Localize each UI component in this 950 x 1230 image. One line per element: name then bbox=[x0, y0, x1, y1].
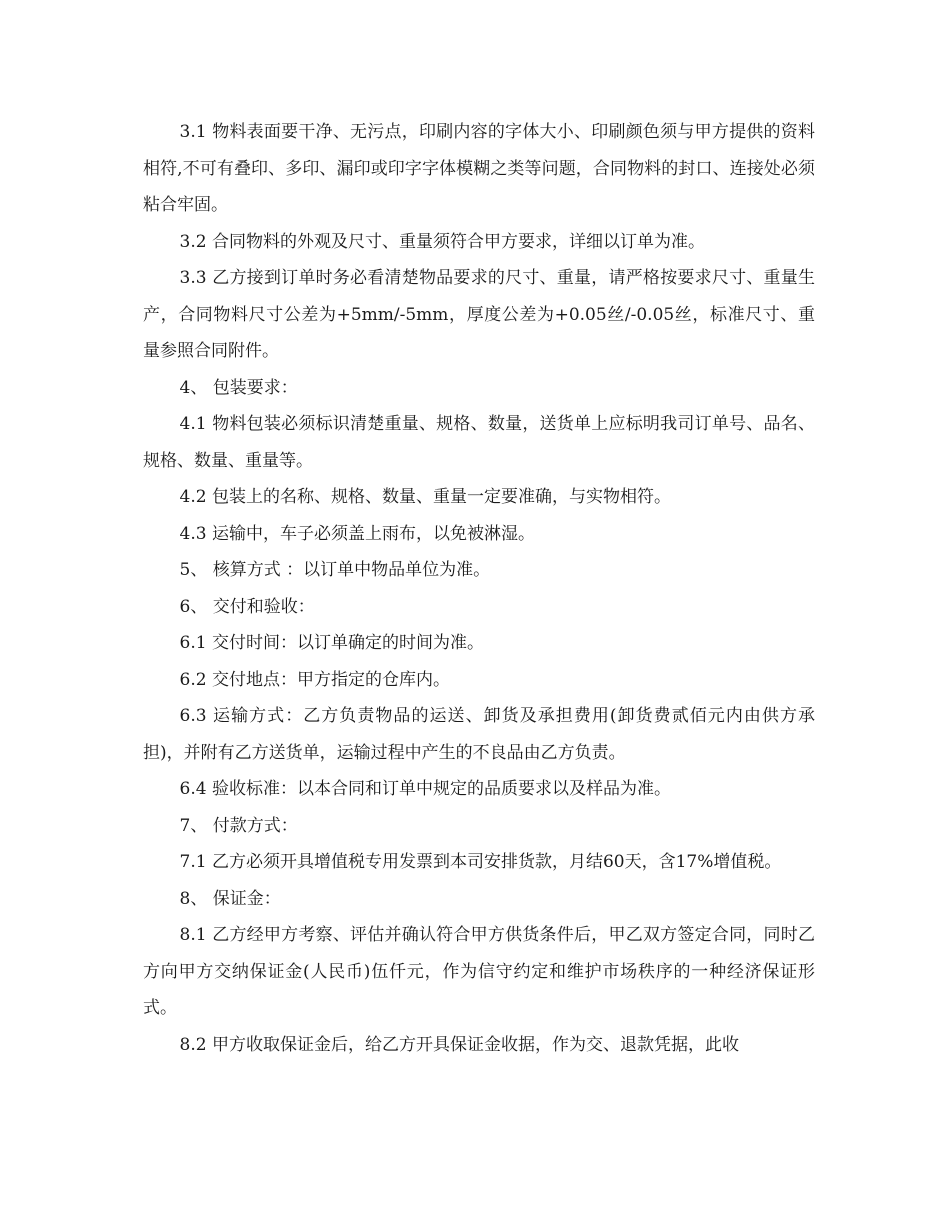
section-heading-4: 4、 包装要求： bbox=[179, 377, 298, 398]
paragraph-6-3: 6.3 运输方式：乙方负责物品的运送、卸货及承担费用(卸货费贰佰元内由供方承担)，并附有乙方送货单，运输过程中产生的不良品由乙方负责。 bbox=[143, 706, 815, 763]
paragraph-6-4: 6.4 验收标准：以本合同和订单中规定的品质要求以及样品为准。 bbox=[179, 779, 671, 799]
paragraph-3-3: 3.3 乙方接到订单时务必看清楚物品要求的尺寸、重量，请严格按要求尺寸、重量生产，合同物料尺寸公差为+5mm/-5mm，厚度公差为+0.05丝/-0.05丝，标准尺寸、重量参照合同附件。 bbox=[143, 268, 815, 361]
paragraph-3-2: 3.2 合同物料的外观及尺寸、重量须符合甲方要求，详细以订单为准。 bbox=[179, 231, 705, 252]
paragraph-3-1: 3.1 物料表面要干净、无污点，印刷内容的字体大小、印刷颜色须与甲方提供的资料相符,不可有叠印、多印、漏印或印字字体模糊之类等问题，合同物料的封口、连接处必须粘合牢固。 bbox=[143, 122, 815, 215]
section-heading-5: 5、 核算方式 ：以订单中物品单位为准。 bbox=[179, 560, 491, 580]
paragraph-4-2: 4.2 包装上的名称、规格、数量、重量一定要准确，与实物相符。 bbox=[179, 487, 671, 507]
section-heading-8: 8、 保证金： bbox=[179, 888, 281, 909]
document-body bbox=[143, 114, 815, 1063]
paragraph-4-1: 4.1 物料包装必须标识清楚重量、规格、数量，送货单上应标明我司订单号、品名、规格、数量、重量等。 bbox=[143, 414, 815, 471]
paragraph-8-2: 8.2 甲方收取保证金后，给乙方开具保证金收据，作为交、退款凭据，此收 bbox=[179, 1034, 739, 1055]
paragraph-8-1: 8.1 乙方经甲方考察、评估并确认符合甲方供货条件后，甲乙双方签定合同，同时乙方向甲方交纳保证金(人民币)伍仟元，作为信守约定和维护市场秩序的一种经济保证形式。 bbox=[143, 925, 815, 1018]
paragraph-6-1: 6.1 交付时间：以订单确定的时间为准。 bbox=[179, 633, 484, 653]
paragraph-6-2: 6.2 交付地点：甲方指定的仓库内。 bbox=[179, 669, 450, 690]
paragraph-7-1: 7.1 乙方必须开具增值税专用发票到本司安排货款，月结60天，含17%增值税。 bbox=[179, 852, 782, 872]
paragraph-4-3: 4.3 运输中，车子必须盖上雨布，以免被淋湿。 bbox=[179, 523, 535, 544]
section-heading-7: 7、 付款方式： bbox=[179, 815, 298, 836]
section-heading-6: 6、 交付和验收： bbox=[179, 596, 315, 617]
